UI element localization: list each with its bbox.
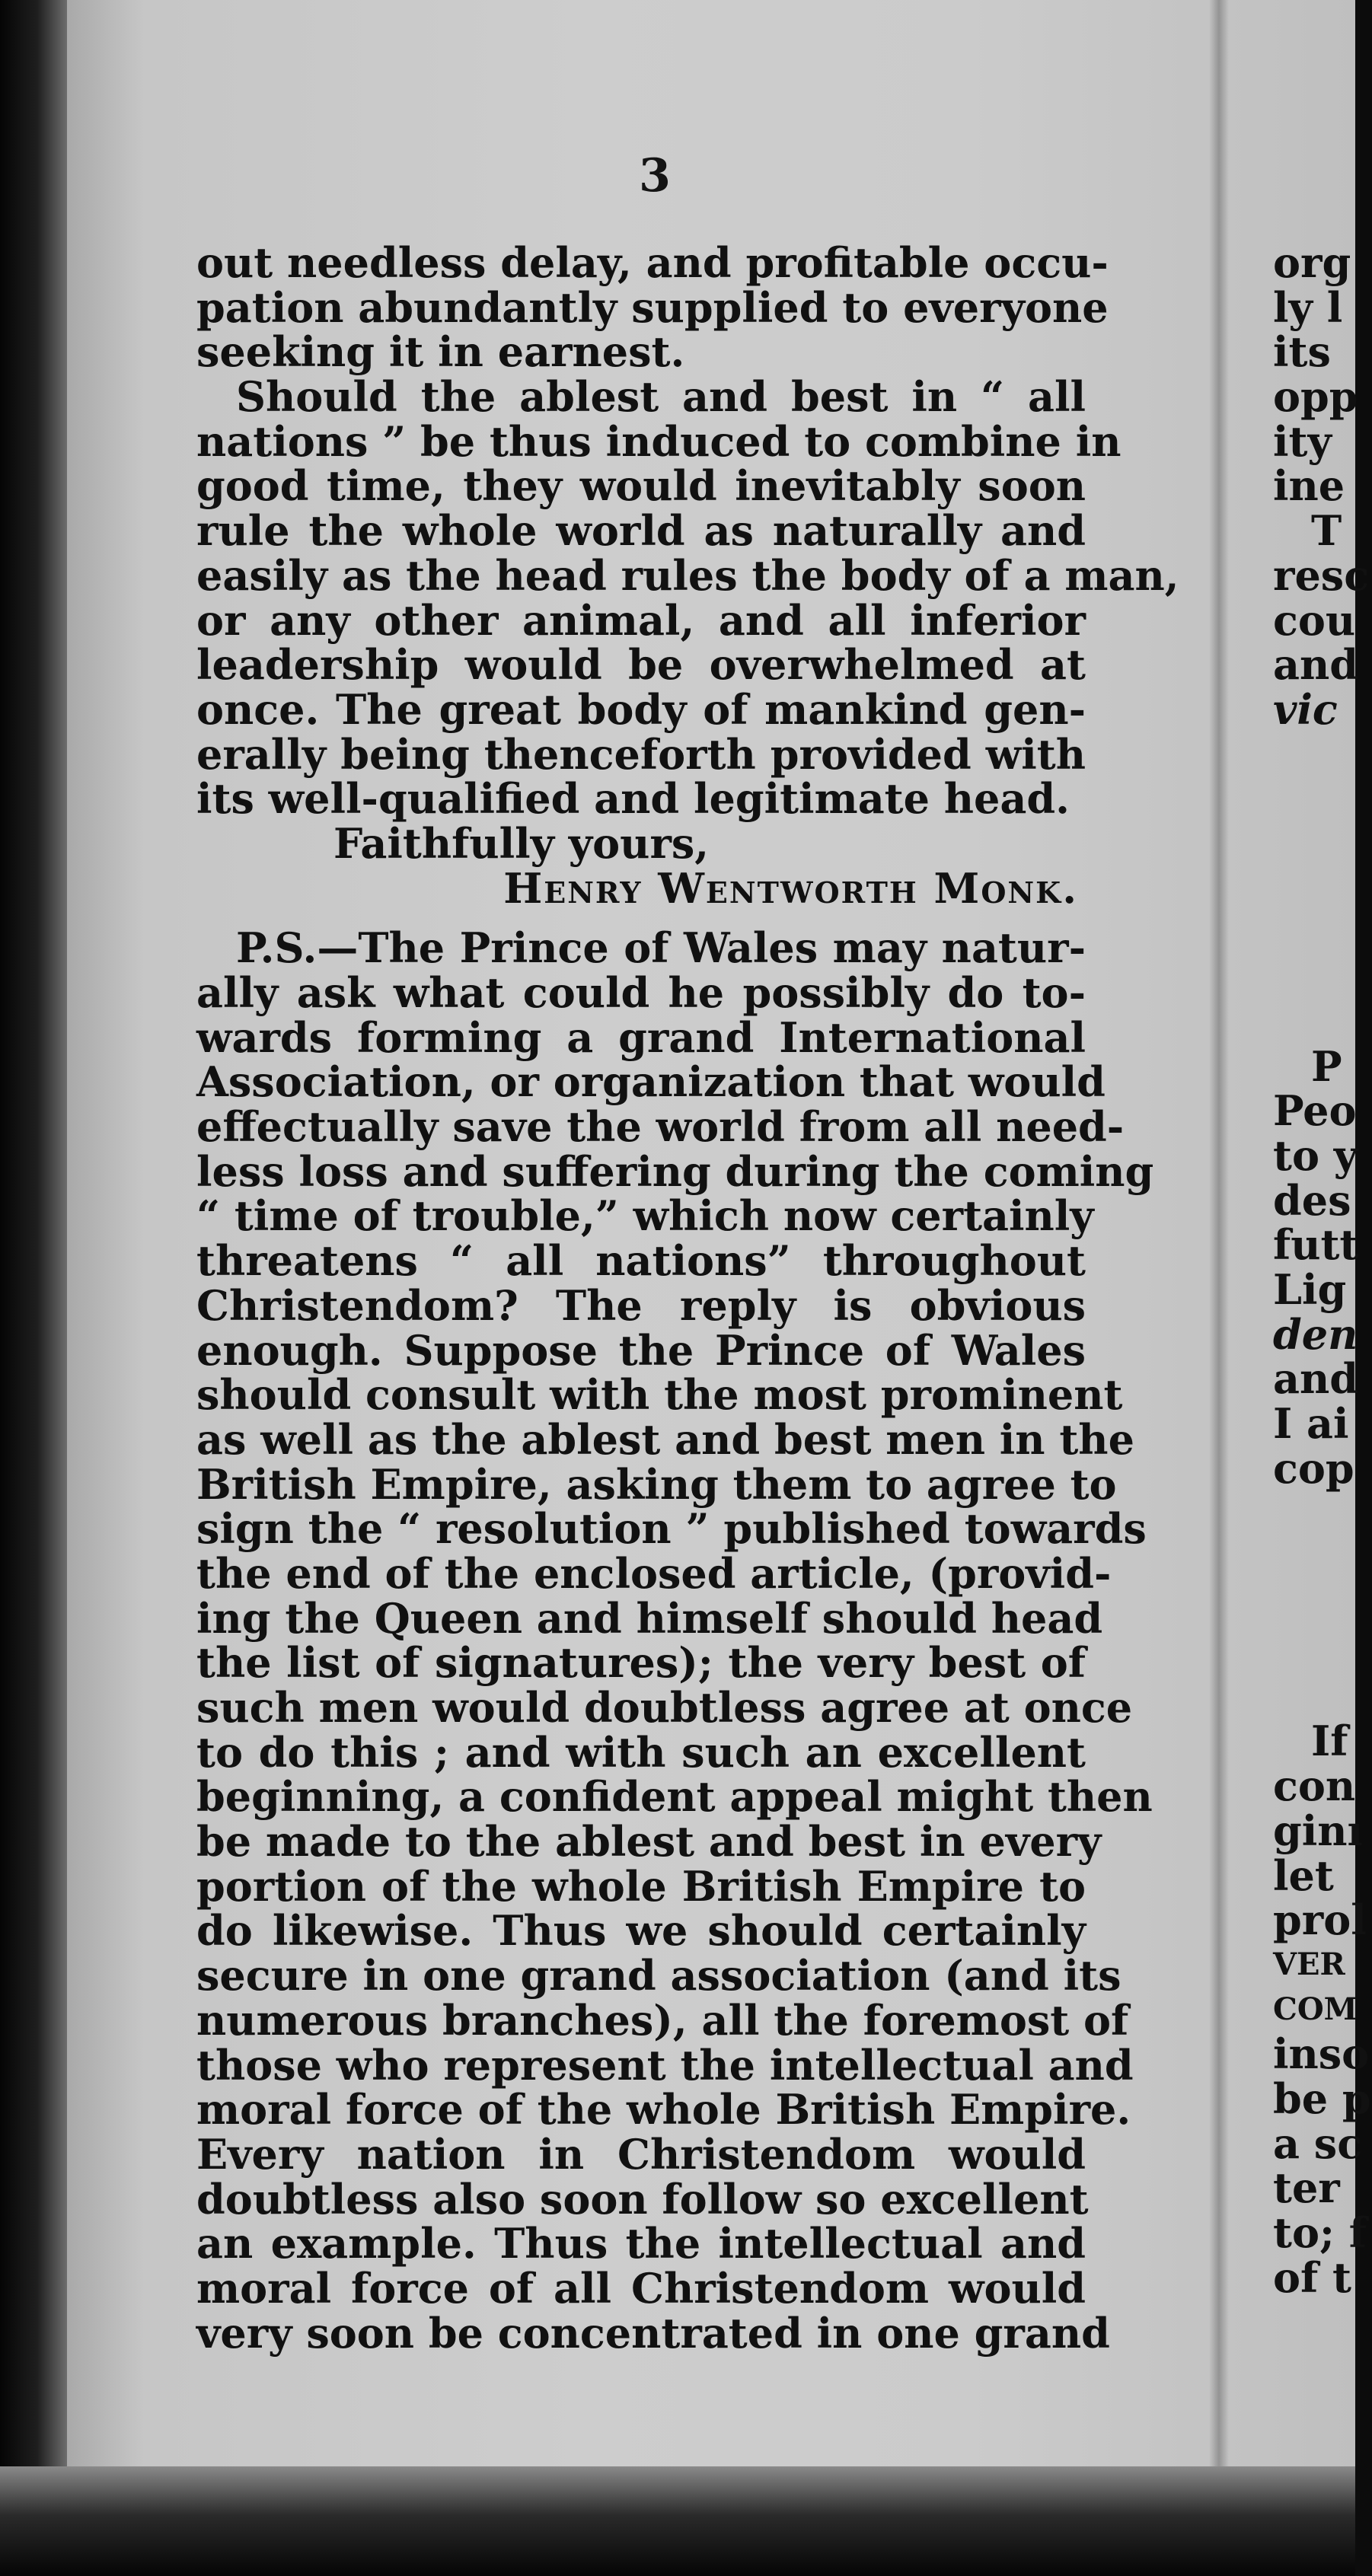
fragment-line: P xyxy=(1311,1041,1342,1091)
ps-line: the end of the enclosed article, (provid- xyxy=(196,1548,1112,1598)
postscript xyxy=(196,923,1154,2358)
ps-line: numerous branches), all the foremost of xyxy=(196,1995,1129,2045)
fragment-spacer xyxy=(1273,732,1372,1044)
ps-line: ally ask what could he possibly do to- xyxy=(196,968,1086,1017)
scan-left-edge xyxy=(0,0,67,2576)
ps-line: portion of the whole British Empire to xyxy=(196,1861,1086,1911)
fragment-line: prol xyxy=(1273,1895,1367,1945)
fragment-line: COM xyxy=(1273,1991,1358,2027)
ps-line: enough. Suppose the Prince of Wales xyxy=(196,1325,1086,1375)
right-column-fragments xyxy=(1273,238,1372,2302)
fragment-line: VER xyxy=(1273,1946,1345,1982)
fragment-line: let xyxy=(1273,1851,1334,1900)
text-line: leadership would be overwhelmed at xyxy=(196,640,1086,690)
ps-line: should consult with the most prominent xyxy=(196,1370,1123,1420)
text-line: once. The great body of mankind gen- xyxy=(196,684,1086,734)
fragment-line: Peo xyxy=(1273,1086,1357,1136)
text-line: good time, they would inevitably soon xyxy=(196,461,1086,511)
fragment-line: ly l xyxy=(1273,282,1343,332)
ps-line: those who represent the intellectual and xyxy=(196,2040,1134,2090)
fragment-line: of t xyxy=(1273,2252,1351,2302)
page-number: 3 xyxy=(639,149,671,202)
left-column-text xyxy=(196,238,1179,2358)
fragment-line: to y xyxy=(1273,1130,1358,1180)
fragment-line: opp xyxy=(1273,372,1358,422)
text-line: rule the whole world as naturally and xyxy=(196,506,1086,556)
ps-line: very soon be concentrated in one grand xyxy=(196,2308,1110,2358)
text-line: its well-qualified and legitimate head. xyxy=(196,774,1070,824)
ps-line: Christendom? The reply is obvious xyxy=(196,1280,1086,1330)
text-line: or any other animal, and all inferior xyxy=(196,595,1086,645)
fragment-line: and xyxy=(1273,640,1359,690)
text-line: pation abundantly supplied to everyone xyxy=(196,282,1109,332)
ps-line: such men would doubtless agree at once xyxy=(196,1683,1133,1732)
fragment-line: ter xyxy=(1273,2163,1340,2213)
ps-line: moral force of the whole British Empire. xyxy=(196,2085,1131,2134)
ps-line: sign the “ resolution ” published towards xyxy=(196,1504,1147,1554)
ps-line: “ time of trouble,” which now certainly xyxy=(196,1191,1094,1241)
ps-line: effectually save the world from all need- xyxy=(196,1102,1125,1152)
paragraph-1 xyxy=(196,238,1109,377)
fragment-line: des xyxy=(1273,1175,1351,1225)
ps-line: the list of signatures); the very best of xyxy=(196,1638,1086,1688)
fragment-line: and xyxy=(1273,1354,1359,1404)
letter-closing: Faithfully yours, xyxy=(333,818,710,868)
ps-line: be made to the ablest and best in every xyxy=(196,1817,1102,1867)
text-line: erally being thenceforth provided with xyxy=(196,729,1086,779)
text-line: nations ” be thus induced to combine in xyxy=(196,416,1122,466)
scan-bottom-edge xyxy=(0,2466,1355,2576)
fragment-line: vic xyxy=(1273,684,1338,734)
fragment-line: If xyxy=(1311,1717,1348,1766)
fragment-line: resc xyxy=(1273,550,1370,600)
fragment-line: ginı xyxy=(1273,1806,1364,1855)
ps-line: Every nation in Christendom would xyxy=(196,2129,1086,2179)
fragment-line: to; f xyxy=(1273,2208,1367,2257)
fragment-line: ine xyxy=(1273,461,1345,511)
ps-line: Association, or organization that would xyxy=(196,1057,1106,1107)
fragment-line: T xyxy=(1311,506,1342,556)
ps-line: do likewise. Thus we should certainly xyxy=(196,1906,1086,1956)
fragment-line: con xyxy=(1273,1761,1356,1811)
fragment-line: ity xyxy=(1273,416,1332,466)
ps-line: to do this ; and with such an excellent xyxy=(196,1727,1086,1777)
ps-line: wards forming a grand International xyxy=(196,1012,1086,1062)
fragment-line: its xyxy=(1273,327,1331,377)
letter-signature: Henry Wentworth Monk. xyxy=(503,863,1078,913)
ps-line: secure in one grand association (and its xyxy=(196,1951,1122,2001)
text-line: easily as the head rules the body of a man, xyxy=(196,550,1179,600)
fragment-line: den xyxy=(1273,1309,1358,1359)
fragment-line: I ai xyxy=(1273,1399,1349,1449)
fragment-spacer xyxy=(1273,1490,1372,1719)
ps-line: P.S.—The Prince of Wales may natur- xyxy=(236,923,1086,973)
fragment-line: Lig xyxy=(1273,1265,1347,1314)
fragment-line: org xyxy=(1273,238,1351,287)
ps-line: threatens “ all nations” throughout xyxy=(196,1236,1086,1286)
fragment-line: inso xyxy=(1273,2029,1370,2079)
ps-line: as well as the ablest and best men in the xyxy=(196,1414,1134,1464)
ps-line: British Empire, asking them to agree to xyxy=(196,1459,1117,1509)
ps-line: moral force of all Christendom would xyxy=(196,2263,1086,2313)
ps-line: less loss and suffering during the coming xyxy=(196,1146,1154,1196)
fragment-line: futt xyxy=(1273,1220,1359,1270)
ps-line: ing the Queen and himself should head xyxy=(196,1593,1103,1643)
paragraph-2 xyxy=(196,372,1179,824)
ps-line: beginning, a confident appeal might then xyxy=(196,1772,1153,1822)
text-line: out needless delay, and profitable occu- xyxy=(196,238,1109,287)
fragment-line: be p xyxy=(1273,2074,1371,2123)
fragment-line: a sc xyxy=(1273,2119,1363,2168)
fragment-line: cou xyxy=(1273,595,1356,645)
text-line: Should the ablest and best in “ all xyxy=(236,372,1086,422)
ps-line: doubtless also soon follow so excellent xyxy=(196,2174,1089,2224)
ps-line: an example. Thus the intellectual and xyxy=(196,2219,1086,2268)
page-fold-shadow xyxy=(1209,0,1229,2466)
fragment-line: cop xyxy=(1273,1443,1354,1493)
text-line: seeking it in earnest. xyxy=(196,327,685,377)
